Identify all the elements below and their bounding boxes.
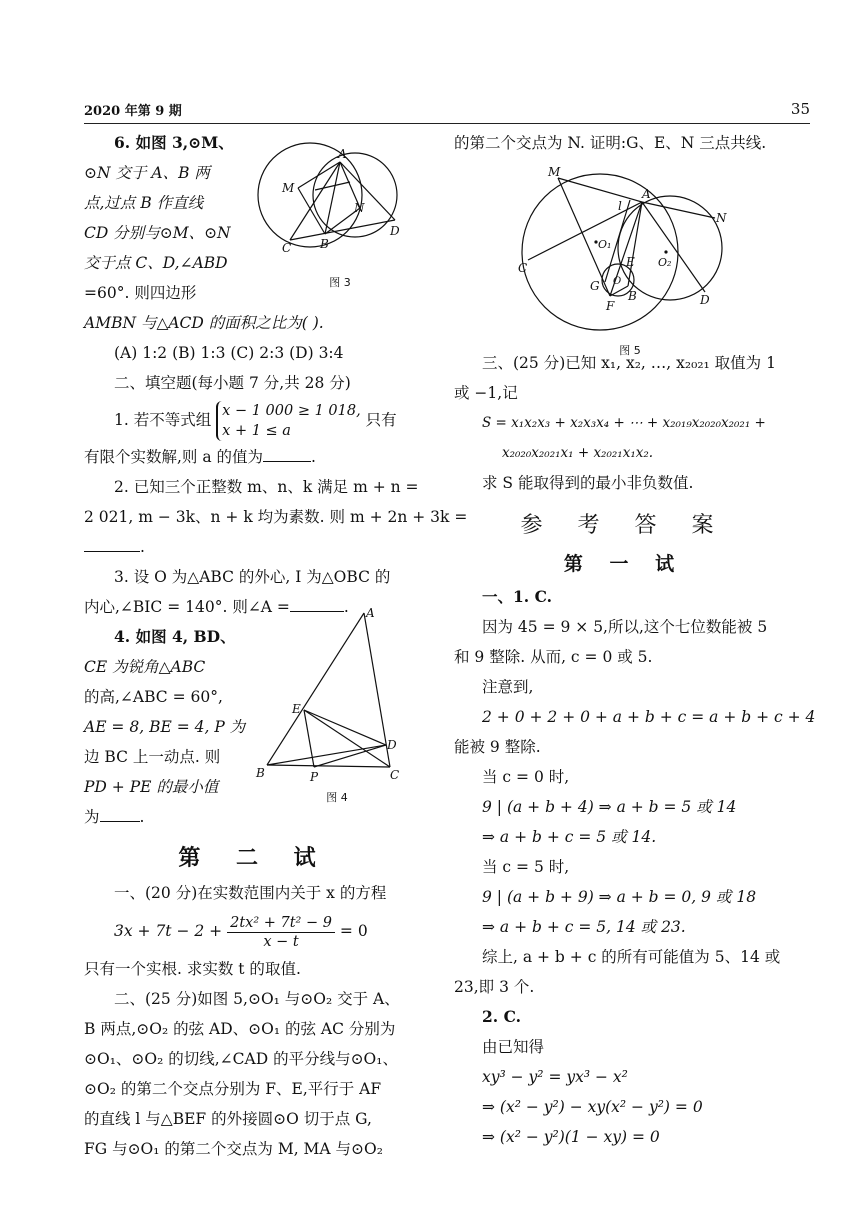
problem-2-line: ⊙O₁、⊙O₂ 的切线,∠CAD 的平分线与⊙O₁、 (84, 1050, 398, 1068)
eq-denominator: x − t (263, 933, 299, 950)
segment-ma (298, 162, 340, 188)
label-a: A (366, 606, 375, 620)
answer-line: 一、1. C. (482, 587, 553, 606)
segment-ed (304, 710, 386, 745)
answers-heading: 参 考 答 案 (520, 513, 728, 538)
problem-3-line3: 求 S 能取得到的最小非负数值. (482, 474, 694, 492)
fill-question-2-line2: 2 021, m − 3k、n + k 均为素数. 则 m + 2n + 3k = (84, 508, 468, 526)
problem-1-line1: 一、(20 分)在实数范围内关于 x 的方程 (114, 884, 387, 902)
label-e: E (626, 255, 635, 269)
label-f: F (606, 299, 615, 313)
label-c: C (390, 768, 400, 782)
figure-3 (250, 140, 430, 290)
problem-2-line: FG 与⊙O₁ 的第二个交点为 M, MA 与⊙O₂ (84, 1140, 383, 1158)
q6-line: ⊙N 交于 A、B 两 (84, 164, 210, 182)
answer-line: 和 9 整除. 从而, c = 0 或 5. (454, 648, 653, 666)
eq-fraction (227, 914, 335, 951)
label-o2: O₂ (658, 256, 672, 269)
answer-line: 由已知得 (482, 1038, 545, 1056)
f4-line: 边 BC 上一动点. 则 (84, 748, 221, 766)
fill-question-3: 3. 设 O 为△ABC 的外心, I 为△OBC 的 (114, 568, 391, 586)
q6-line: 6. 如图 3,⊙M、 (114, 133, 234, 152)
label-o1: O₁ (598, 238, 612, 251)
label-d: D (387, 738, 397, 752)
altitude-ce (304, 710, 390, 767)
label-e: E (292, 702, 301, 716)
label-m: M (548, 165, 561, 179)
answer-line: 因为 45 = 9 × 5,所以,这个七位数能被 5 (482, 618, 768, 636)
problem-2-line: ⊙O₂ 的第二个交点分别为 F、E,平行于 AF (84, 1080, 382, 1098)
segment-mb (298, 188, 325, 234)
problem-1-line3: 只有一个实根. 求实数 t 的取值. (84, 960, 301, 978)
label-d: D (700, 293, 710, 307)
side-bc (267, 765, 390, 767)
answer-line: ⇒ a + b + c = 5 或 14. (482, 828, 657, 846)
header-rule (84, 123, 810, 124)
center-o2 (664, 250, 667, 253)
label-c: C (282, 241, 292, 255)
f1-post: 只有 (365, 411, 397, 429)
segment-ad (340, 162, 395, 220)
answer-line: 当 c = 0 时, (482, 768, 570, 786)
q6-options: (A) 1:2 (B) 1:3 (C) 2:3 (D) 3:4 (114, 344, 344, 362)
answer-line: ⇒ (x² − y²) − xy(x² − y²) = 0 (482, 1098, 703, 1116)
fill-question-3-line2: 内心,∠BIC = 140°. 则∠A = . (84, 598, 349, 616)
label-p: P (310, 770, 319, 784)
label-b: B (256, 766, 265, 780)
second-test-heading: 第 二 试 (178, 845, 330, 871)
label-a: A (642, 187, 651, 201)
problem-2-continuation: 的第二个交点为 N. 证明:G、E、N 三点共线. (454, 134, 767, 152)
label-b: B (628, 289, 637, 303)
eq-right: = 0 (339, 922, 368, 940)
altitude-bd (267, 745, 386, 765)
answer-line: 注意到, (482, 678, 534, 696)
f4-line: 的高,∠ABC = 60°, (84, 688, 223, 706)
answer-line: 当 c = 5 时, (482, 858, 570, 876)
fill-question-2-blank-line: . (84, 532, 424, 562)
journal-issue: 2020 年第 9 期 (84, 104, 182, 119)
label-m: M (282, 181, 295, 195)
answer-line: 9 | (a + b + 4) ⇒ a + b = 5 或 14 (482, 798, 737, 816)
answer-line: 2 + 0 + 2 + 0 + a + b + c = a + b + c + 4 (482, 708, 816, 726)
f1-pre: 1. 若不等式组 (114, 411, 212, 429)
page-number: 35 (790, 100, 810, 118)
figure-5-diagram (510, 160, 750, 338)
label-b: B (320, 237, 329, 251)
figure-4-diagram (252, 605, 422, 785)
q6-line: CD 分别与⊙M、⊙N (84, 224, 231, 242)
problem-3-line1: 三、(25 分)已知 x₁, x₂, …, x₂₀₂₁ 取值为 1 (482, 354, 776, 372)
label-g: G (590, 279, 600, 293)
label-n: N (716, 211, 727, 225)
answer-line: 23,即 3 个. (454, 978, 535, 996)
f4-line: 为 (84, 808, 100, 826)
problem-3-eq1: S = x₁x₂x₃ + x₂x₃x₄ + ⋯ + x₂₀₁₉x₂₀₂₀x₂₀₂₁ + (482, 415, 766, 431)
answer-line: ⇒ (x² − y²)(1 − xy) = 0 (482, 1128, 660, 1146)
problem-2-line: 二、(25 分)如图 5,⊙O₁ 与⊙O₂ 交于 A、 (114, 990, 400, 1008)
figure-3-diagram (250, 140, 430, 270)
q6-line: =60°. 则四边形 (84, 284, 197, 302)
label-o: O (613, 276, 622, 287)
label-a: A (338, 147, 347, 161)
first-test-heading: 第 一 试 (563, 553, 685, 575)
q6-line: 交于点 C、D,∠ABD (84, 254, 228, 272)
eq-left: 3x + 7t − 2 + (114, 922, 223, 940)
figure-4-caption: 图 4 (326, 791, 348, 804)
figure-5 (510, 160, 750, 355)
circle-o1 (522, 174, 678, 330)
figure-4 (252, 605, 422, 810)
answer-blank (84, 537, 140, 552)
inequality-2: x + 1 ≤ a (222, 423, 291, 439)
problem-1-equation (84, 908, 424, 954)
answer-blank (263, 447, 311, 462)
label-l: l (618, 199, 622, 213)
answer-line: 2. C. (482, 1007, 522, 1026)
q6-line: 点,过点 B 作直线 (84, 194, 204, 212)
answer-line: 综上, a + b + c 的所有可能值为 5、14 或 (482, 948, 781, 966)
problem-2-line: 的直线 l 与△BEF 的外接圆⊙O 切于点 G, (84, 1110, 372, 1128)
figure-5-caption: 图 5 (619, 344, 641, 357)
segment-an (642, 202, 715, 218)
f4-line: AE = 8, BE = 4, P 为 (84, 718, 246, 736)
answer-blank (100, 807, 140, 822)
fill-in-section-title: 二、填空题(每小题 7 分,共 28 分) (114, 374, 351, 392)
segment-ma (558, 178, 642, 202)
segment-pd (314, 745, 386, 767)
fill-question-2: 2. 已知三个正整数 m、n、k 满足 m + n = (114, 478, 419, 496)
f4-last-line: 为 . (84, 808, 145, 826)
segment-mf (558, 178, 610, 296)
side-ba (267, 613, 364, 765)
f1-line2-text: 有限个实数解,则 a 的值为 (84, 448, 264, 466)
inner-segment (315, 182, 350, 190)
f4-line: PD + PE 的最小值 (84, 778, 219, 796)
label-d: D (390, 224, 400, 238)
answer-line: ⇒ a + b + c = 5, 14 或 23. (482, 918, 686, 936)
inequality-1: x − 1 000 ≥ 1 018, (222, 403, 361, 419)
q6-tail: AMBN 与△ACD 的面积之比为( ). (84, 314, 324, 332)
problem-3-eq2: x₂₀₂₀x₂₀₂₁x₁ + x₂₀₂₁x₁x₂. (502, 445, 654, 461)
label-c: C (518, 261, 528, 275)
inequality-system (216, 401, 361, 441)
eq-numerator: 2tx² + 7t² − 9 (227, 914, 335, 933)
f4-line: 4. 如图 4, BD、 (114, 627, 236, 646)
fill-question-1 (84, 398, 424, 442)
answer-line: 能被 9 整除. (454, 738, 541, 756)
f3-line2-text: 内心,∠BIC = 140°. 则∠A = (84, 598, 290, 616)
figure-3-caption: 图 3 (329, 276, 351, 289)
label-n: N (354, 201, 365, 215)
problem-2-line: B 两点,⊙O₂ 的弦 AD、⊙O₁ 的弦 AC 分别为 (84, 1020, 396, 1038)
answer-line: 9 | (a + b + 9) ⇒ a + b = 0, 9 或 18 (482, 888, 757, 906)
answer-line: xy³ − y² = yx³ − x² (482, 1068, 628, 1086)
f4-line: CE 为锐角△ABC (84, 658, 206, 676)
fill-question-1-line2: 有限个实数解,则 a 的值为 . (84, 448, 316, 466)
problem-3-line2: 或 −1,记 (454, 384, 518, 402)
